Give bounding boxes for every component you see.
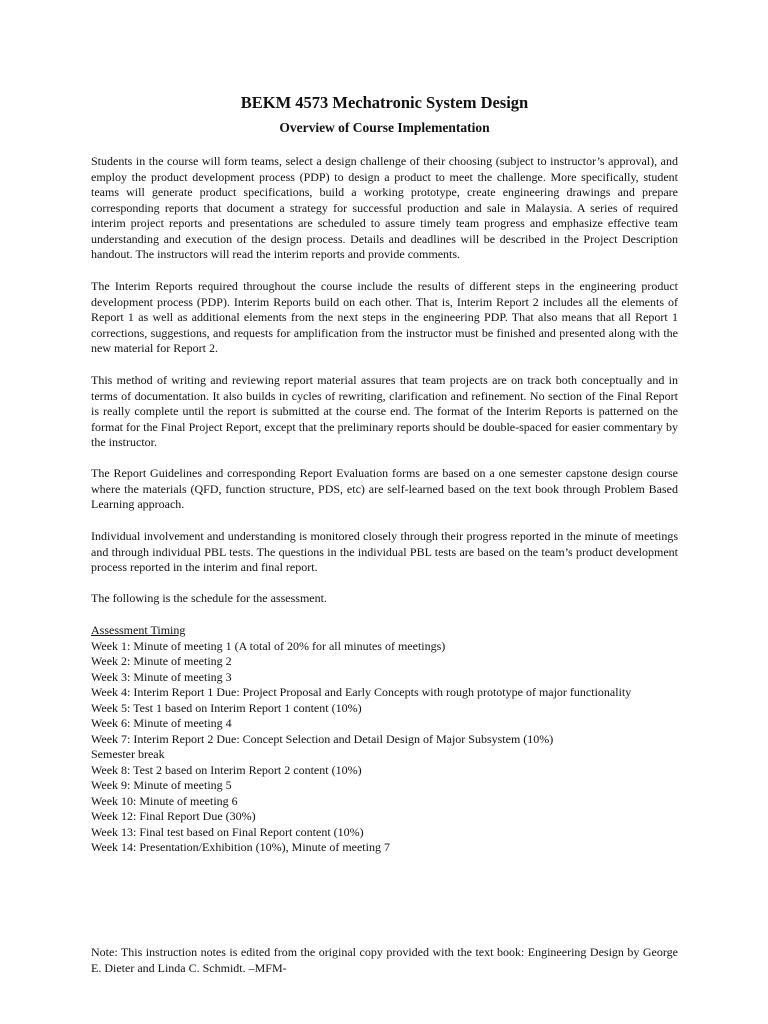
schedule-item: Week 7: Interim Report 2 Due: Concept Selection and Detail Design of Major Subsystem (10%): [91, 731, 554, 746]
paragraph-schedule-intro: The following is the schedule for the assessment.: [91, 591, 327, 605]
document-title: BEKM 4573 Mechatronic System Design: [240, 93, 529, 112]
schedule-item: Week 13: Final test based on Final Report content (10%): [91, 824, 364, 839]
paragraph-interim-reports: The Interim Reports required throughout the course include the results of different steps in the engineering product development process (PDP). Interim Reports build on each other. That is, Interim Report 2 includes all the elements of Report 1 as well as additional elements from the next steps in the engineering PDP. That also means that all Report 1 corrections, suggestions, and requests for amplification from the instructor must be finished and presented along with the new material for Report 2.: [91, 279, 678, 355]
footnote: Note: This instruction notes is edited from the original copy provided with the text book: Engineering Design by George E. Dieter and Linda C. Schmidt. –MFM-: [91, 945, 678, 975]
schedule-item: Week 9: Minute of meeting 5: [91, 778, 232, 792]
schedule-item: Week 12: Final Report Due (30%): [91, 809, 256, 823]
schedule-item: Week 4: Interim Report 1 Due: Project Proposal and Early Concepts with rough prototype of major functionality: [91, 685, 632, 699]
schedule-item: Week 3: Minute of meeting 3: [91, 669, 232, 684]
assessment-schedule: [91, 623, 678, 856]
paragraph-individual-involvement: Individual involvement and understanding is monitored closely through their progress reported in the minute of meetings and through individual PBL tests. The questions in the individual PBL tests are based on the team’s product development process reported in the interim and final report.: [91, 529, 678, 574]
schedule-item: Week 8: Test 2 based on Interim Report 2 content (10%): [91, 762, 362, 777]
document-page: [91, 0, 678, 1024]
paragraph-course-teams: Students in the course will form teams, select a design challenge of their choosing (subject to instructor’s approval), and employ the product development process (PDP) to design a product to meet the challenge. More specifically, student teams will generate product specifications, build a working prototype, create engineering drawings and prepare corresponding reports that document a strategy for successful production and sale in Malaysia. A series of required interim project reports and presentations are scheduled to assure timely team progress and emphasize effective team understanding and execution of the design process. Details and deadlines will be described in the Project Description handout. The instructors will read the interim reports and provide comments.: [91, 154, 678, 261]
schedule-item: Week 2: Minute of meeting 2: [91, 654, 232, 668]
schedule-item: Week 1: Minute of meeting 1 (A total of 20% for all minutes of meetings): [91, 638, 446, 653]
schedule-item: Semester break: [91, 747, 165, 761]
schedule-item: Week 10: Minute of meeting 6: [91, 793, 238, 808]
schedule-item: Week 14: Presentation/Exhibition (10%), Minute of meeting 7: [91, 840, 390, 854]
schedule-item: Week 5: Test 1 based on Interim Report 1 content (10%): [91, 700, 362, 715]
schedule-item: Week 6: Minute of meeting 4: [91, 716, 232, 730]
schedule-heading: Assessment Timing: [91, 623, 186, 637]
document-subtitle: Overview of Course Implementation: [279, 120, 490, 135]
schedule-list: [91, 639, 678, 856]
paragraph-review-method: This method of writing and reviewing report material assures that team projects are on track both conceptually and in terms of documentation. It also builds in cycles of rewriting, clarification and refinement. No section of the Final Report is really complete until the report is submitted at the course end. The format of the Interim Reports is patterned on the format for the Final Project Report, except that the preliminary reports should be double-spaced for easier commentary by the instructor.: [91, 373, 678, 449]
paragraph-report-guidelines: The Report Guidelines and corresponding Report Evaluation forms are based on a one semester capstone design course where the materials (QFD, function structure, PDS, etc) are self-learned based on the text book through Problem Based Learning approach.: [91, 466, 678, 511]
